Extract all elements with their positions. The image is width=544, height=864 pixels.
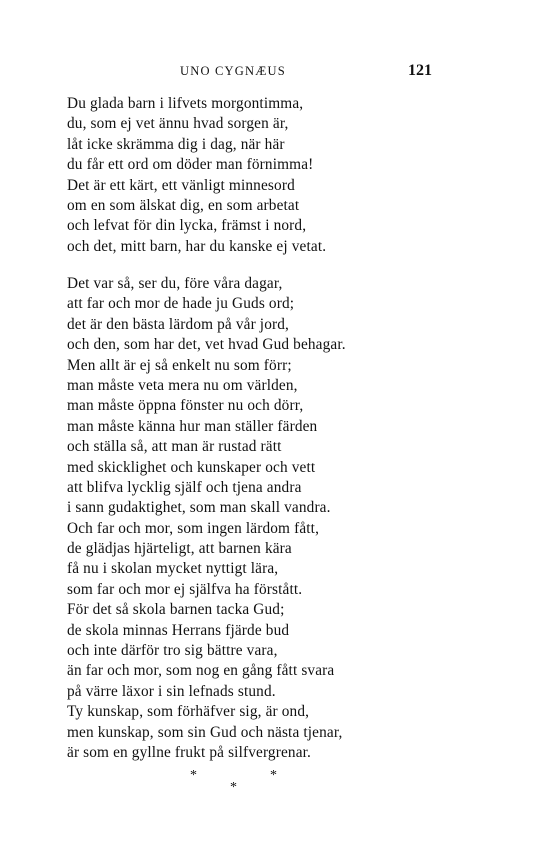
poem-line: Men allt är ej så enkelt nu som förr;	[67, 356, 292, 374]
ornament-asterisk-center: *	[230, 780, 237, 795]
poem-line: Du glada barn i lifvets morgontimma,	[67, 95, 304, 112]
poem-line: det är den bästa lärdom på vår jord,	[67, 315, 290, 333]
poem-line: på värre läxor i sin lefnads stund.	[67, 682, 276, 700]
poem-line: i sann gudaktighet, som man skall vandra.	[67, 499, 331, 517]
poem-line: låt icke skrämma dig i dag, när här	[67, 135, 285, 153]
poem-line: och det, mitt barn, har du kanske ej vetat.	[67, 237, 327, 255]
poem-line: att blifva lycklig själf och tjena andra	[67, 478, 302, 496]
poem-line: du får ett ord om döder man förnimma!	[67, 156, 314, 174]
running-title: UNO CYGNÆUS	[180, 64, 286, 78]
poem-line: de glädjas hjärteligt, att barnen kära	[67, 540, 292, 558]
poem-line: men kunskap, som sin Gud och nästa tjenar,	[67, 723, 343, 741]
page-number: 121	[408, 62, 432, 79]
poem-line: än far och mor, som nog en gång fått svara	[67, 662, 335, 680]
poem-line: du, som ej vet ännu hvad sorgen är,	[67, 115, 289, 133]
poem-line: man måste känna hur man ställer färden	[67, 417, 318, 435]
running-head	[0, 62, 544, 82]
poem-line: om en som älskat dig, en som arbetat	[67, 196, 300, 214]
poem-line: man måste öppna fönster nu och dörr,	[67, 397, 304, 415]
section-ornament	[190, 768, 290, 798]
poem-stanza-2	[67, 274, 346, 763]
poem-line: Det var så, ser du, före våra dagar,	[67, 275, 283, 292]
poem-line: Och far och mor, som ingen lärdom fått,	[67, 519, 320, 537]
poem-line: För det så skola barnen tacka Gud;	[67, 601, 285, 619]
poem-line: Ty kunskap, som förhäfver sig, är ond,	[67, 703, 310, 721]
poem-line: att far och mor de hade ju Guds ord;	[67, 295, 295, 313]
poem-line: och lefvat för din lycka, främst i nord,	[67, 217, 307, 235]
poem-line: med skicklighet och kunskaper och vett	[67, 458, 316, 476]
poem-line: och den, som har det, vet hvad Gud behagar.	[67, 336, 346, 354]
poem-line: och ställa så, att man är rustad rätt	[67, 438, 282, 456]
ornament-asterisk-left: *	[190, 768, 197, 783]
poem-line: man måste veta mera nu om världen,	[67, 376, 298, 394]
poem-line: som far och mor ej själfva ha förstått.	[67, 580, 303, 598]
poem-line: och inte därför tro sig bättre vara,	[67, 642, 278, 660]
poem-line: de skola minnas Herrans fjärde bud	[67, 621, 290, 639]
poem-line: är som en gyllne frukt på silfvergrenar.	[67, 743, 312, 761]
poem-line: Det är ett kärt, ett vänligt minnesord	[67, 176, 295, 194]
poem-stanza-1	[67, 94, 326, 257]
poem-line: få nu i skolan mycket nyttigt lära,	[67, 560, 279, 578]
ornament-asterisk-right: *	[270, 768, 277, 783]
